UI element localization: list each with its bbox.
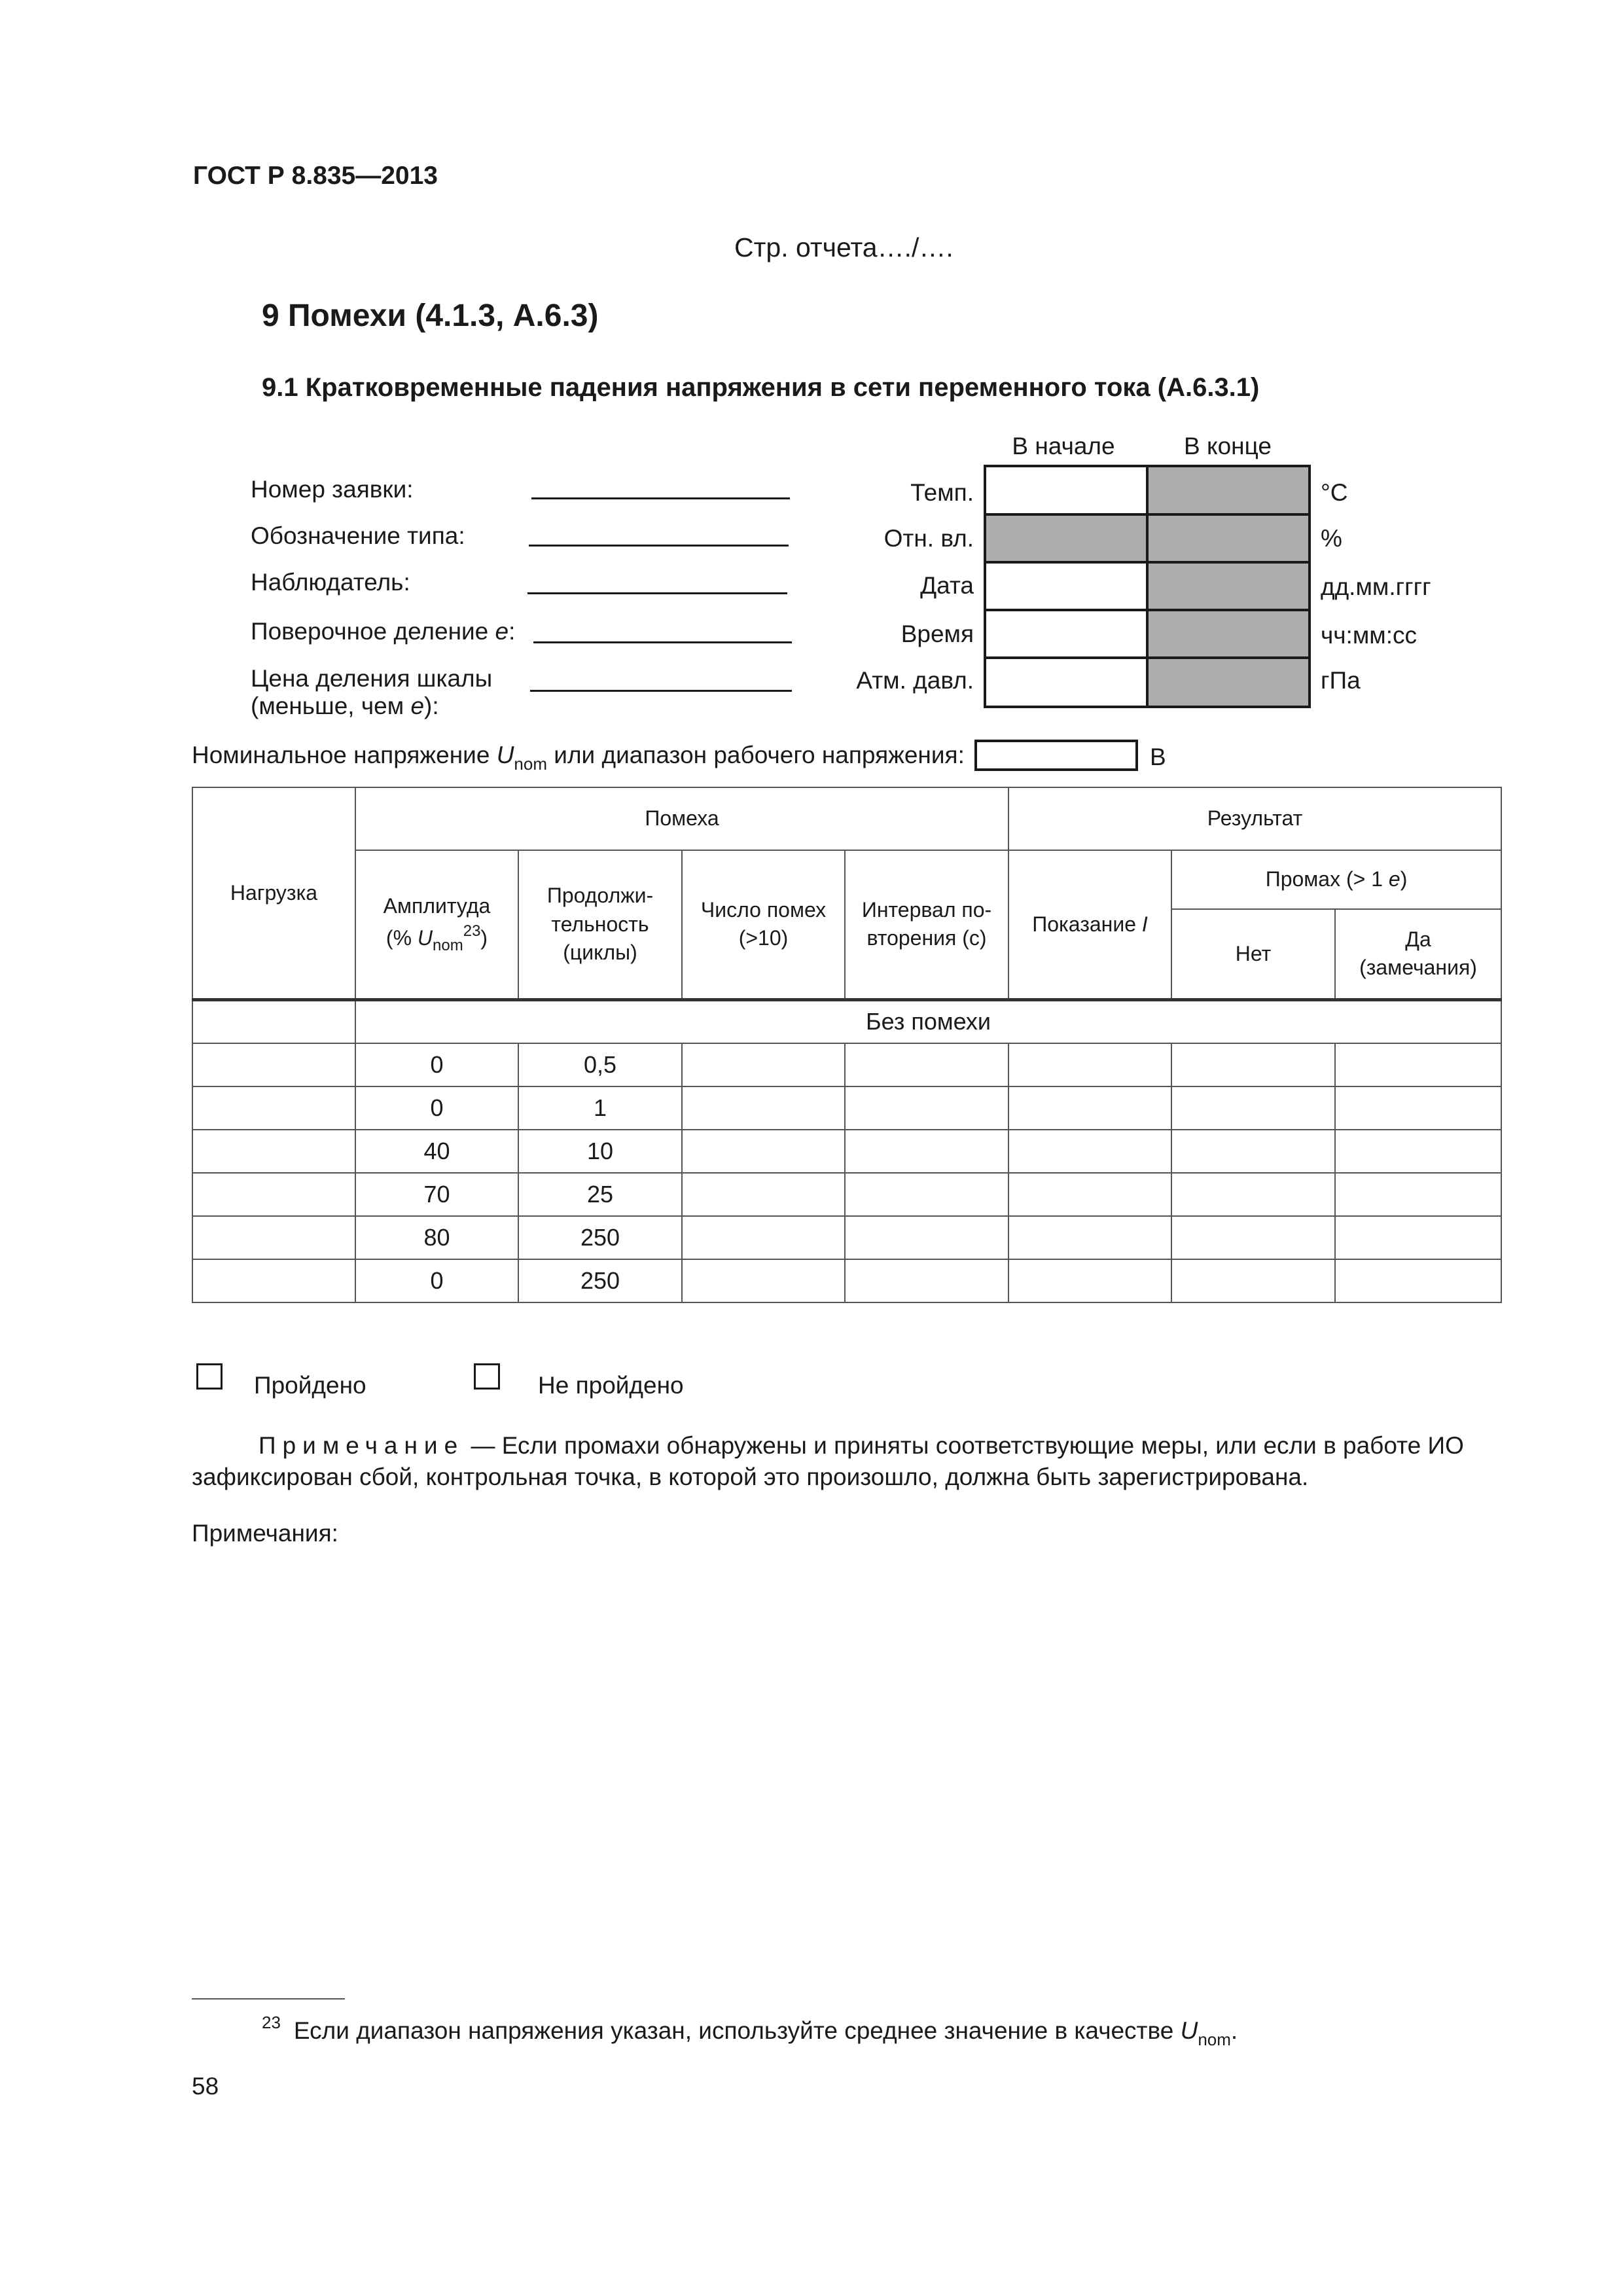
field-label-request-number: Номер заявки: <box>251 476 414 503</box>
reading-cell[interactable] <box>1008 1130 1171 1173</box>
amplitude-cell: 0 <box>355 1259 518 1302</box>
count-cell[interactable] <box>682 1173 845 1216</box>
load-cell[interactable] <box>192 1173 355 1216</box>
column-header-start: В начале <box>1012 433 1115 459</box>
condition-label-date: Дата <box>920 572 974 599</box>
standard-code: ГОСТ Р 8.835—2013 <box>193 162 438 190</box>
condition-unit-time: чч:мм:сс <box>1321 622 1417 649</box>
duration-cell: 1 <box>518 1086 682 1130</box>
footnote: $^{23}$ Если диапазон напряжения указан, используйте среднее значение в качестве $U_{nom}$. <box>262 2013 1238 2049</box>
date-start-cell[interactable] <box>984 561 1149 611</box>
field-label-scale-interval: Цена деления шкалы (меньше, чем e): <box>251 665 493 719</box>
header-miss: Промах (> 1 e) <box>1171 850 1501 909</box>
page-number: 58 <box>192 2073 219 2100</box>
table-row-no-interference <box>192 999 1501 1043</box>
reading-cell[interactable] <box>1008 1173 1171 1216</box>
load-cell[interactable] <box>192 1216 355 1259</box>
load-cell[interactable] <box>192 999 355 1043</box>
failed-checkbox[interactable] <box>474 1363 500 1390</box>
nominal-voltage-label: Номинальное напряжение $U_{nom}$ или диапазон рабочего напряжения: <box>192 742 965 774</box>
reading-cell[interactable] <box>1008 1086 1171 1130</box>
header-count: Число помех (>10) <box>682 850 845 999</box>
nominal-voltage-input[interactable] <box>974 740 1138 771</box>
reading-cell[interactable] <box>1008 1259 1171 1302</box>
table-row <box>192 1259 1501 1302</box>
condition-label-pressure: Атм. давл. <box>856 667 974 694</box>
miss-no-cell[interactable] <box>1171 1043 1335 1086</box>
condition-label-temperature: Темп. <box>910 479 974 506</box>
miss-yes-cell[interactable] <box>1335 1259 1501 1302</box>
temperature-start-cell[interactable] <box>984 465 1149 516</box>
miss-no-cell[interactable] <box>1171 1173 1335 1216</box>
condition-unit-humidity: % <box>1321 525 1342 552</box>
amplitude-cell: 0 <box>355 1043 518 1086</box>
remarks-label: Примечания: <box>192 1520 338 1547</box>
field-label-observer: Наблюдатель: <box>251 569 410 596</box>
miss-no-cell[interactable] <box>1171 1130 1335 1173</box>
header-miss-no: Нет <box>1171 909 1335 999</box>
miss-no-cell[interactable] <box>1171 1086 1335 1130</box>
pressure-start-cell[interactable] <box>984 656 1149 708</box>
amplitude-cell: 70 <box>355 1173 518 1216</box>
condition-unit-date: дд.мм.гггг <box>1321 573 1431 600</box>
count-cell[interactable] <box>682 1043 845 1086</box>
passed-checkbox[interactable] <box>196 1363 223 1390</box>
nominal-voltage-unit: В <box>1150 744 1166 770</box>
table-row <box>192 1173 1501 1216</box>
count-cell[interactable] <box>682 1259 845 1302</box>
duration-cell: 0,5 <box>518 1043 682 1086</box>
miss-no-cell[interactable] <box>1171 1216 1335 1259</box>
header-load: Нагрузка <box>192 787 355 999</box>
field-label-verification-division: Поверочное деление e: <box>251 618 516 645</box>
count-cell[interactable] <box>682 1216 845 1259</box>
field-label-type-designation: Обозначение типа: <box>251 522 465 549</box>
miss-yes-cell[interactable] <box>1335 1043 1501 1086</box>
condition-label-humidity: Отн. вл. <box>883 525 974 552</box>
pressure-end-cell[interactable] <box>1146 656 1311 708</box>
humidity-start-cell[interactable] <box>984 513 1149 564</box>
interval-cell[interactable] <box>845 1130 1008 1173</box>
header-interference: Помеха <box>355 787 1008 850</box>
duration-cell: 250 <box>518 1216 682 1259</box>
amplitude-cell: 40 <box>355 1130 518 1173</box>
miss-no-cell[interactable] <box>1171 1259 1335 1302</box>
column-header-end: В конце <box>1184 433 1272 459</box>
header-reading: Показание I <box>1008 850 1171 999</box>
interval-cell[interactable] <box>845 1043 1008 1086</box>
table-row <box>192 1086 1501 1130</box>
table-row <box>192 1043 1501 1086</box>
count-cell[interactable] <box>682 1086 845 1130</box>
header-interval: Интервал по- вторения (с) <box>845 850 1008 999</box>
miss-yes-cell[interactable] <box>1335 1173 1501 1216</box>
subsection-heading: 9.1 Кратковременные падения напряжения в сети переменного тока (А.6.3.1) <box>262 373 1260 402</box>
header-result: Результат <box>1008 787 1501 850</box>
footnote-separator <box>192 1998 345 2000</box>
load-cell[interactable] <box>192 1130 355 1173</box>
condition-label-time: Время <box>901 620 974 647</box>
note-paragraph: Примечание — Если промахи обнаружены и приняты соответствующие меры, или если в работе ИО зафиксирован сбой, контрольная точка, в которой это произошло, должна быть зарегистрирована. <box>192 1432 1464 1491</box>
report-page-number: Стр. отчета…./…. <box>734 232 954 262</box>
time-end-cell[interactable] <box>1146 609 1311 659</box>
temperature-end-cell[interactable] <box>1146 465 1311 516</box>
condition-unit-temperature: °С <box>1321 479 1348 506</box>
note-label: Примечание <box>259 1432 465 1459</box>
miss-yes-cell[interactable] <box>1335 1086 1501 1130</box>
load-cell[interactable] <box>192 1043 355 1086</box>
passed-label: Пройдено <box>254 1372 366 1399</box>
amplitude-cell: 80 <box>355 1216 518 1259</box>
duration-cell: 10 <box>518 1130 682 1173</box>
date-end-cell[interactable] <box>1146 561 1311 611</box>
duration-cell: 25 <box>518 1173 682 1216</box>
condition-unit-pressure: гПа <box>1321 667 1361 694</box>
miss-yes-cell[interactable] <box>1335 1216 1501 1259</box>
interval-cell[interactable] <box>845 1216 1008 1259</box>
reading-cell[interactable] <box>1008 1043 1171 1086</box>
humidity-end-cell[interactable] <box>1146 513 1311 564</box>
load-cell[interactable] <box>192 1259 355 1302</box>
amplitude-cell: 0 <box>355 1086 518 1130</box>
interval-cell[interactable] <box>845 1173 1008 1216</box>
failed-label: Не пройдено <box>538 1372 684 1399</box>
header-miss-yes: Да (замечания) <box>1335 909 1501 999</box>
miss-yes-cell[interactable] <box>1335 1130 1501 1173</box>
duration-cell: 250 <box>518 1259 682 1302</box>
header-duration: Продолжи- тельность (циклы) <box>518 850 682 999</box>
interval-cell[interactable] <box>845 1259 1008 1302</box>
load-cell[interactable] <box>192 1086 355 1130</box>
table-row <box>192 1216 1501 1259</box>
no-interference-label: Без помехи <box>355 999 1501 1043</box>
reading-cell[interactable] <box>1008 1216 1171 1259</box>
time-start-cell[interactable] <box>984 609 1149 659</box>
count-cell[interactable] <box>682 1130 845 1173</box>
interval-cell[interactable] <box>845 1086 1008 1130</box>
table-row <box>192 1130 1501 1173</box>
header-amplitude: Амплитуда (% $U_{nom}^{23}$) <box>355 850 518 999</box>
section-heading: 9 Помехи (4.1.3, А.6.3) <box>262 298 599 333</box>
interference-table <box>192 787 1502 1303</box>
